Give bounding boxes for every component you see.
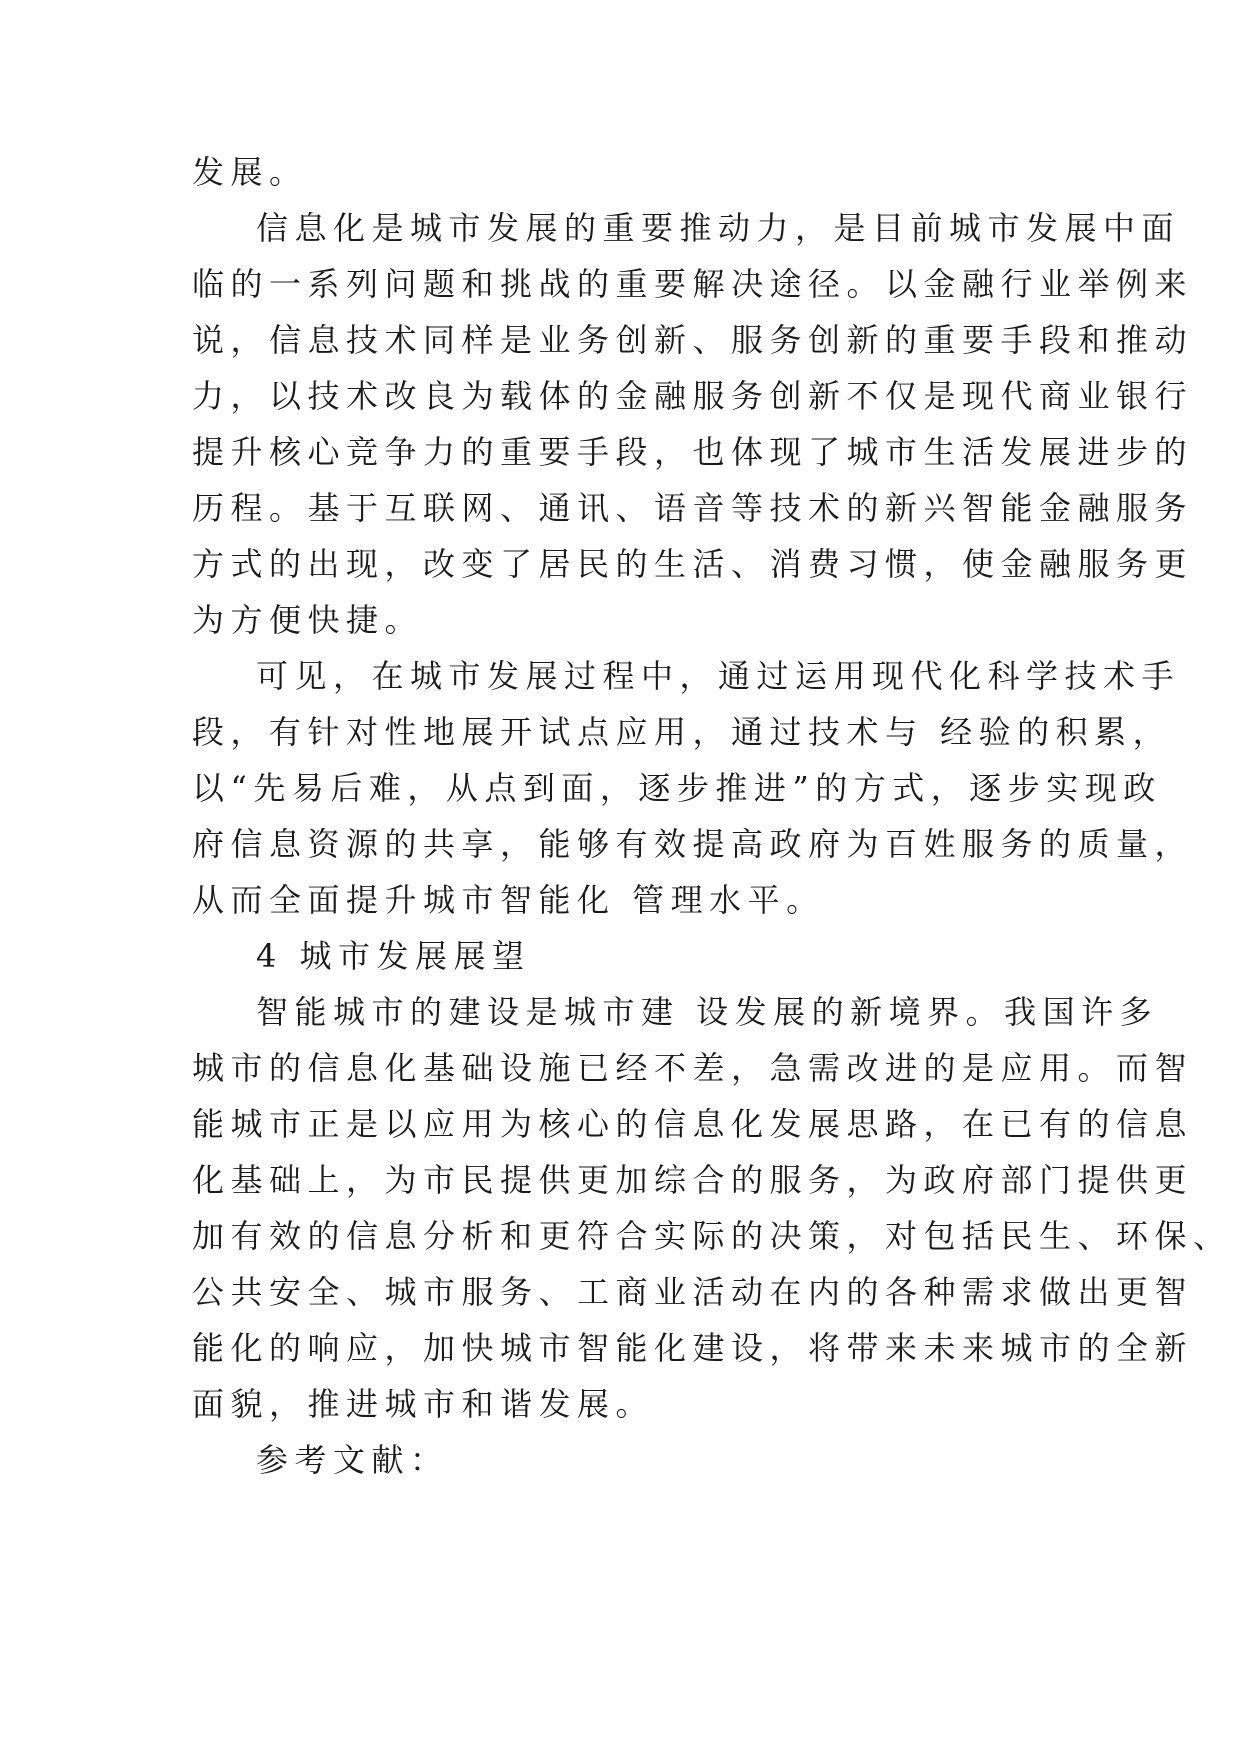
text-line: 公共安全、城市服务、工商业活动在内的各种需求做出更智 [192,1273,1194,1311]
text-line: 说，信息技术同样是业务创新、服务创新的重要手段和推动 [192,321,1194,359]
text-line: 力，以技术改良为载体的金融服务创新不仅是现代商业银行 [192,377,1194,415]
text-line: 面貌，推进城市和谐发展。 [192,1385,655,1423]
text-line: 加有效的信息分析和更符合实际的决策，对包括民生、环保、 [192,1217,1232,1255]
text-line: 历程。基于互联网、通讯、语音等技术的新兴智能金融服务 [192,489,1194,527]
text-line: 能化的响应，加快城市智能化建设，将带来未来城市的全新 [192,1329,1194,1367]
text-line: 从而全面提升城市智能化 管理水平。 [192,881,825,919]
text-line: 城市的信息化基础设施已经不差，急需改进的是应用。而智 [192,1049,1194,1087]
text-line: 能城市正是以应用为核心的信息化发展思路，在已有的信息 [192,1105,1194,1143]
text-line: 提升核心竞争力的重要手段，也体现了城市生活发展进步的 [192,433,1194,471]
references-heading: 参考文献： [256,1441,449,1479]
paragraph-start-line: 可见，在城市发展过程中，通过运用现代化科学技术手 [256,657,1181,695]
text-line: 化基础上，为市民提供更加综合的服务，为政府部门提供更 [192,1161,1194,1199]
text-line: 府信息资源的共享，能够有效提高政府为百姓服务的质量， [192,825,1194,863]
text-line: 以“先易后难，从点到面，逐步推进”的方式，逐步实现政 [192,769,1162,807]
text-line: 临的一系列问题和挑战的重要解决途径。以金融行业举例来 [192,265,1194,303]
text-line: 发展。 [192,153,308,191]
paragraph-start-line: 智能城市的建设是城市建 设发展的新境界。我国许多 [256,993,1159,1031]
text-line: 方式的出现，改变了居民的生活、消费习惯，使金融服务更 [192,545,1194,583]
paragraph-start-line: 信息化是城市发展的重要推动力，是目前城市发展中面 [256,209,1181,247]
text-line: 段，有针对性地展开试点应用，通过技术与 经验的积累， [192,713,1172,751]
text-line: 为方便快捷。 [192,601,424,639]
section-heading: 4 城市发展展望 [256,937,531,975]
